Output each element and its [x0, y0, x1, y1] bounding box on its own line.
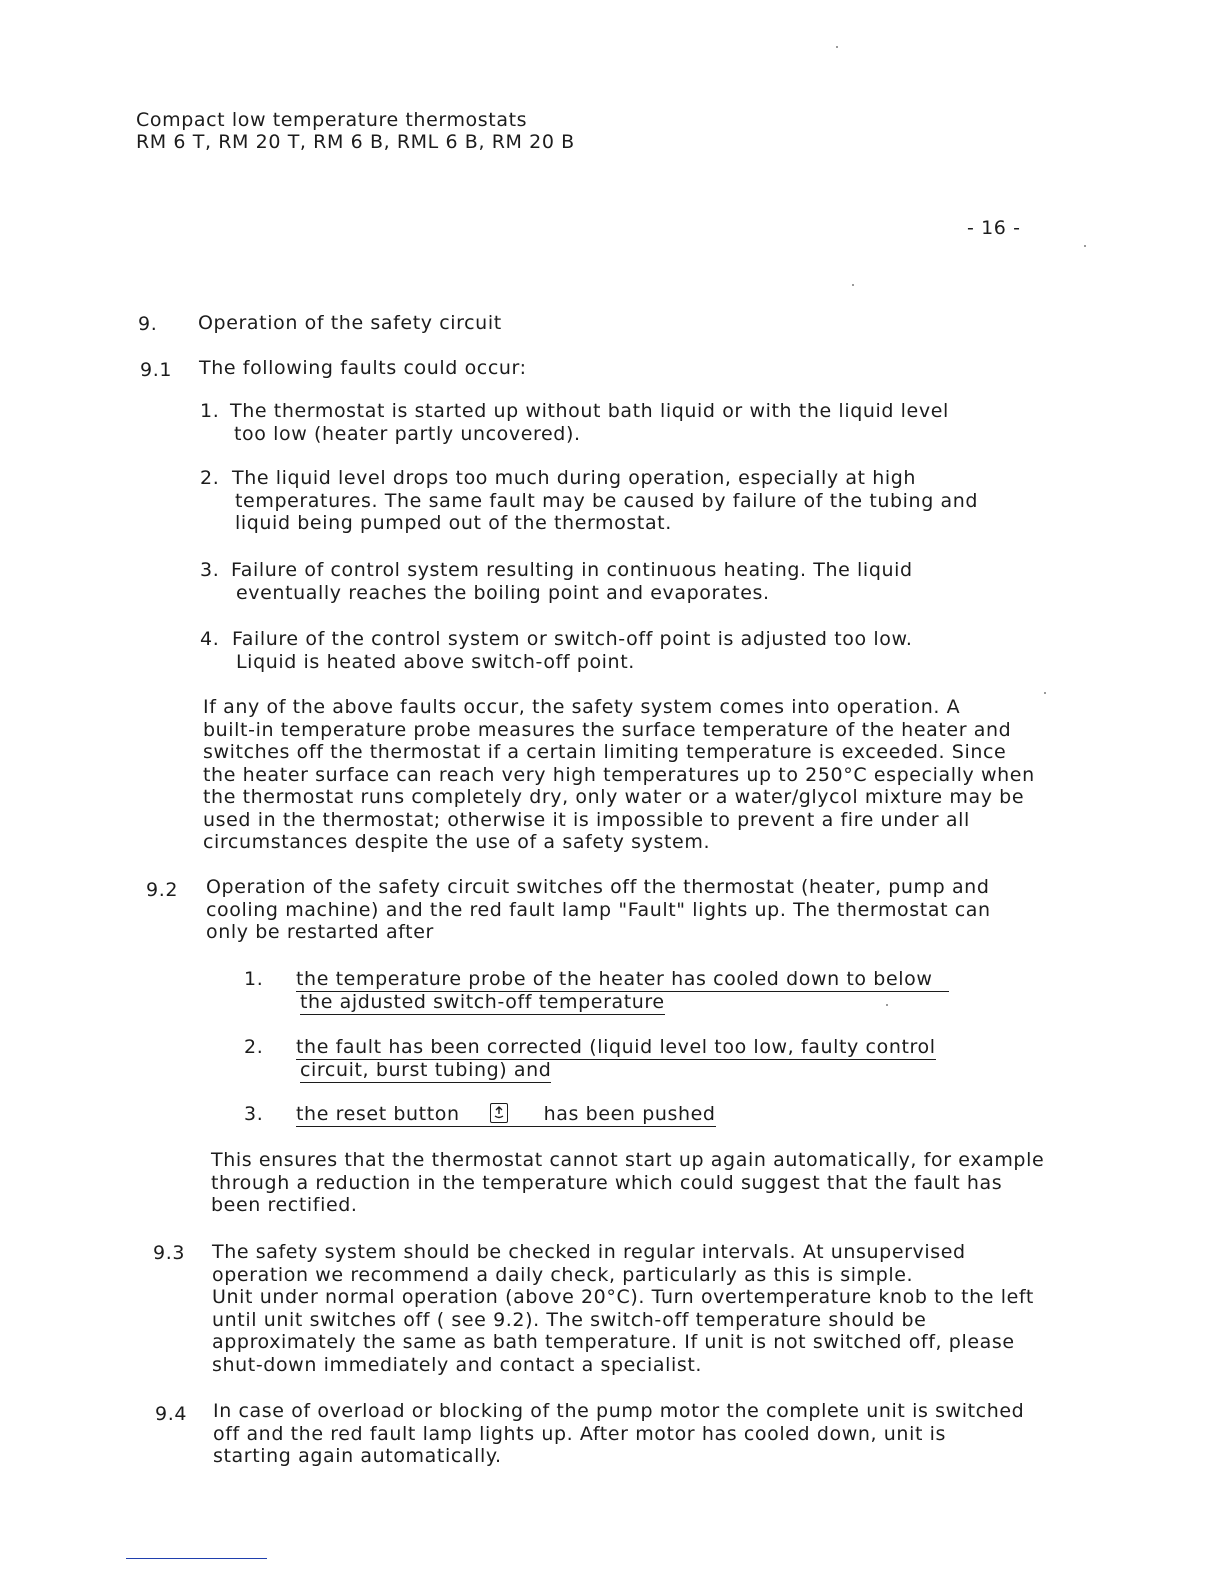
fault-text-line: Liquid is heated above switch-off point. [236, 650, 635, 673]
fault-item [200, 628, 913, 673]
list-number: 2. [200, 467, 220, 489]
scan-speck [836, 46, 838, 48]
restart-condition [244, 1103, 716, 1126]
paragraph-line: used in the thermostat; otherwise it is impossible to prevent a fire under all [203, 808, 970, 831]
subsection-number: 9.3 [153, 1242, 186, 1264]
fault-text-line: temperatures. The same fault may be caused by failure of the tubing and [235, 489, 979, 512]
paragraph-line: Operation of the safety circuit switches off the thermostat (heater, pump and [206, 876, 990, 898]
paragraph-line: The safety system should be checked in regular intervals. At unsupervised [212, 1241, 966, 1263]
document-title: Compact low temperature thermostats [136, 109, 528, 131]
paragraph-line: through a reduction in the temperature which could suggest that the fault has [211, 1171, 1003, 1194]
fault-text-line: The thermostat is started up without bath liquid or with the liquid level [230, 400, 949, 422]
fault-intro: The following faults could occur: [199, 357, 527, 379]
subsection-number: 9.1 [140, 359, 173, 381]
paragraph-line: only be restarted after [206, 921, 434, 943]
fault-text-line: The liquid level drops too much during operation, especially at high [232, 467, 917, 489]
list-number: 1. [200, 400, 220, 422]
condition-text-line [296, 1103, 716, 1127]
section-number: 9. [138, 313, 158, 335]
paragraph-line: built-in temperature probe measures the surface temperature of the heater and [203, 718, 1012, 741]
paragraph-line: If any of the above faults occur, the safety system comes into operation. A [203, 696, 961, 718]
reset-text-after: has been pushed [543, 1103, 716, 1125]
paragraph-line: cooling machine) and the red fault lamp "Fault" lights up. The thermostat can [206, 898, 991, 921]
fault-text-line: Failure of the control system or switch-off point is adjusted too low. [232, 628, 913, 650]
paragraph-line: operation we recommend a daily check, particularly as this is simple. [212, 1263, 914, 1286]
subsection-number: 9.4 [155, 1403, 188, 1425]
paragraph-line: the thermostat runs completely dry, only water or a water/glycol mixture may be [203, 786, 1025, 808]
pump-overload-paragraph [213, 1400, 1024, 1468]
condition-text-line: the fault has been corrected (liquid level too low, faulty control [296, 1036, 936, 1058]
fault-text-line: Failure of control system resulting in continuous heating. The liquid [231, 559, 913, 581]
safety-check-paragraph [212, 1241, 1034, 1376]
reset-text-before: the reset button [296, 1103, 460, 1125]
page-number: - 16 - [967, 217, 1021, 239]
restart-condition [244, 1036, 936, 1081]
list-number: 2. [244, 1036, 264, 1058]
paragraph-line: In case of overload or blocking of the pump motor the complete unit is switched [213, 1400, 1025, 1422]
paragraph-line: off and the red fault lamp lights up. After motor has cooled down, unit is [213, 1422, 947, 1445]
operation-paragraph [206, 876, 991, 944]
fault-text-line: eventually reaches the boiling point and evaporates. [236, 581, 770, 604]
scan-speck [852, 284, 854, 286]
section-title: Operation of the safety circuit [198, 312, 502, 334]
paragraph-line: shut-down immediately and contact a specialist. [212, 1353, 703, 1376]
paragraph-line: been rectified. [211, 1194, 358, 1216]
scan-speck [1044, 692, 1046, 694]
condition-text-line: circuit, burst tubing) and [300, 1058, 552, 1081]
list-number: 3. [244, 1103, 264, 1125]
fault-item [200, 400, 949, 445]
scan-speck [886, 1004, 888, 1006]
paragraph-line: switches off the thermostat if a certain limiting temperature is exceeded. Since [203, 741, 1007, 763]
subsection-number: 9.2 [146, 879, 179, 901]
paragraph-line: approximately the same as bath temperature. If unit is not switched off, please [212, 1331, 1015, 1353]
condition-text-line: the temperature probe of the heater has cooled down to below [296, 968, 949, 992]
condition-text-line: the ajdusted switch-off temperature [300, 990, 665, 1013]
reset-button-icon [490, 1103, 508, 1123]
paragraph-line: until unit switches off ( see 9.2). The switch-off temperature should be [212, 1308, 927, 1331]
footer-rule [126, 1558, 267, 1559]
restart-summary-paragraph [211, 1149, 1044, 1217]
fault-text-line: liquid being pumped out of the thermostat. [235, 512, 672, 534]
fault-text-line: too low (heater partly uncovered). [234, 422, 581, 445]
list-number: 3. [200, 559, 220, 581]
fault-item [200, 467, 978, 535]
paragraph-line: starting again automatically. [213, 1445, 502, 1467]
scan-speck [1084, 245, 1086, 247]
restart-condition [244, 968, 949, 1013]
paragraph-line: the heater surface can reach very high temperatures up to 250°C especially when [203, 763, 1035, 786]
fault-item [200, 559, 913, 604]
list-number: 1. [244, 968, 264, 990]
safety-system-paragraph [203, 696, 1035, 854]
paragraph-line: Unit under normal operation (above 20°C). Turn overtemperature knob to the left [212, 1286, 1034, 1308]
list-number: 4. [200, 628, 220, 650]
paragraph-line: circumstances despite the use of a safety system. [203, 831, 711, 853]
model-list: RM 6 T, RM 20 T, RM 6 B, RML 6 B, RM 20 B [136, 131, 575, 153]
paragraph-line: This ensures that the thermostat cannot start up again automatically, for example [211, 1149, 1045, 1171]
